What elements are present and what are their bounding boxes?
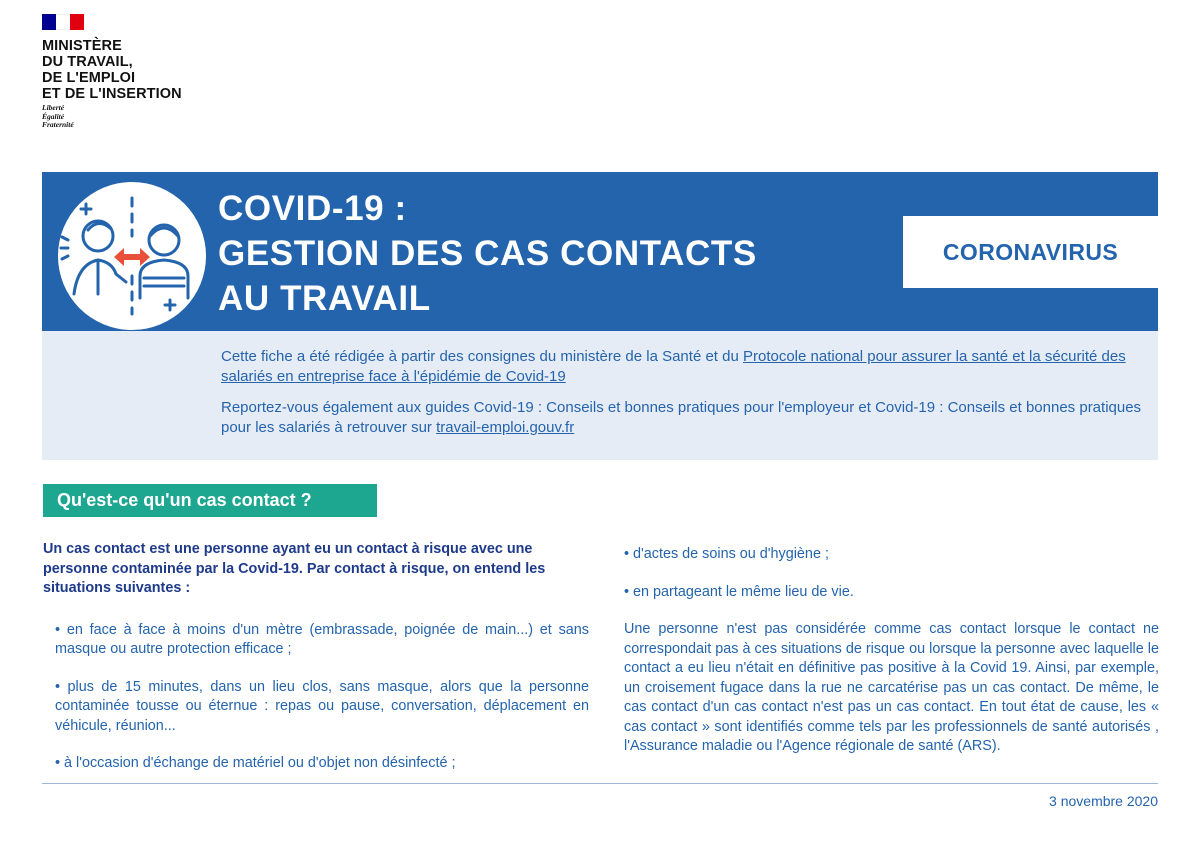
exclusion-paragraph: Une personne n'est pas considérée comme cas contact lorsque le contact ne correspondait pas à ces situations de risque ou lorsque la personne avec laquelle le contact a eu lieu n'était en définitive pas positive à la Covid 19. Ainsi, par exemple, un croisement fugace dans la rue ne carcatérise pas un cas contact. De même, le cas contact d'un cas contact n'est pas un cas contact. En tout état de cause, les « cas contact » sont identifiés comme tels par les professionnels de santé autorisés , l'Assurance maladie ou l'Agence régionale de santé (ARS). xyxy=(624,621,1159,754)
protocol-link[interactable]: Protocole national pour assurer la santé et la sécurité des salariés en entreprise face à l'épidémie de Covid-19 xyxy=(221,348,1126,385)
republic-motto: Liberté Égalité Fraternité xyxy=(42,103,74,129)
page-title xyxy=(218,186,757,321)
intro-paragraph-1 xyxy=(221,347,1151,386)
coronavirus-tag-label: CORONAVIRUS xyxy=(942,238,1119,265)
list-item: • plus de 15 minutes, dans un lieu clos, sans masque, alors que la personne contaminée tousse ou éternue : repas ou pause, conversation, déplacement en véhicule, réunion... xyxy=(55,678,589,734)
distancing-people-icon xyxy=(58,182,206,330)
french-flag-icon xyxy=(42,14,84,30)
right-column xyxy=(624,545,1159,757)
intro-paragraph-2 xyxy=(221,398,1151,437)
coronavirus-tag xyxy=(903,216,1158,288)
list-item: • en face à face à moins d'un mètre (embrassade, poignée de main...) et sans masque ou autre protection efficace ; xyxy=(55,621,589,657)
intro-p2-text: Reportez-vous également aux guides Covid-19 : Conseils et bonnes pratiques pour l'employeur et Covid-19 : Conseils et bonnes pratiques pour les salariés à retrouver sur xyxy=(221,399,1142,436)
intro-text xyxy=(221,347,1151,449)
title-line-1: COVID-19 : xyxy=(218,189,407,228)
ministry-name: MINISTÈRE DU TRAVAIL, DE L'EMPLOI ET DE L'INSERTION xyxy=(42,38,182,102)
list-item: • en partageant le même lieu de vie. xyxy=(624,583,854,600)
title-line-2: GESTION DES CAS CONTACTS xyxy=(218,234,757,273)
list-item: • d'actes de soins ou d'hygiène ; xyxy=(624,546,829,562)
left-column xyxy=(43,540,589,792)
definition-lead: Un cas contact est une personne ayant eu un contact à risque avec une personne contaminée par la Covid-19. Par contact à risque, on entend les situations suivantes : xyxy=(43,541,546,596)
list-item: • à l'occasion d'échange de matériel ou d'objet non désinfecté ; xyxy=(55,755,456,771)
ministry-logo xyxy=(42,14,242,130)
website-link[interactable]: travail-emploi.gouv.fr xyxy=(436,418,575,436)
footer-divider xyxy=(42,783,1158,784)
section-heading: Qu'est-ce qu'un cas contact ? xyxy=(43,484,377,517)
intro-p1-text: Cette fiche a été rédigée à partir des consignes du ministère de la Santé et du xyxy=(221,348,743,365)
title-line-3: AU TRAVAIL xyxy=(218,279,431,318)
publication-date: 3 novembre 2020 xyxy=(1049,793,1158,809)
